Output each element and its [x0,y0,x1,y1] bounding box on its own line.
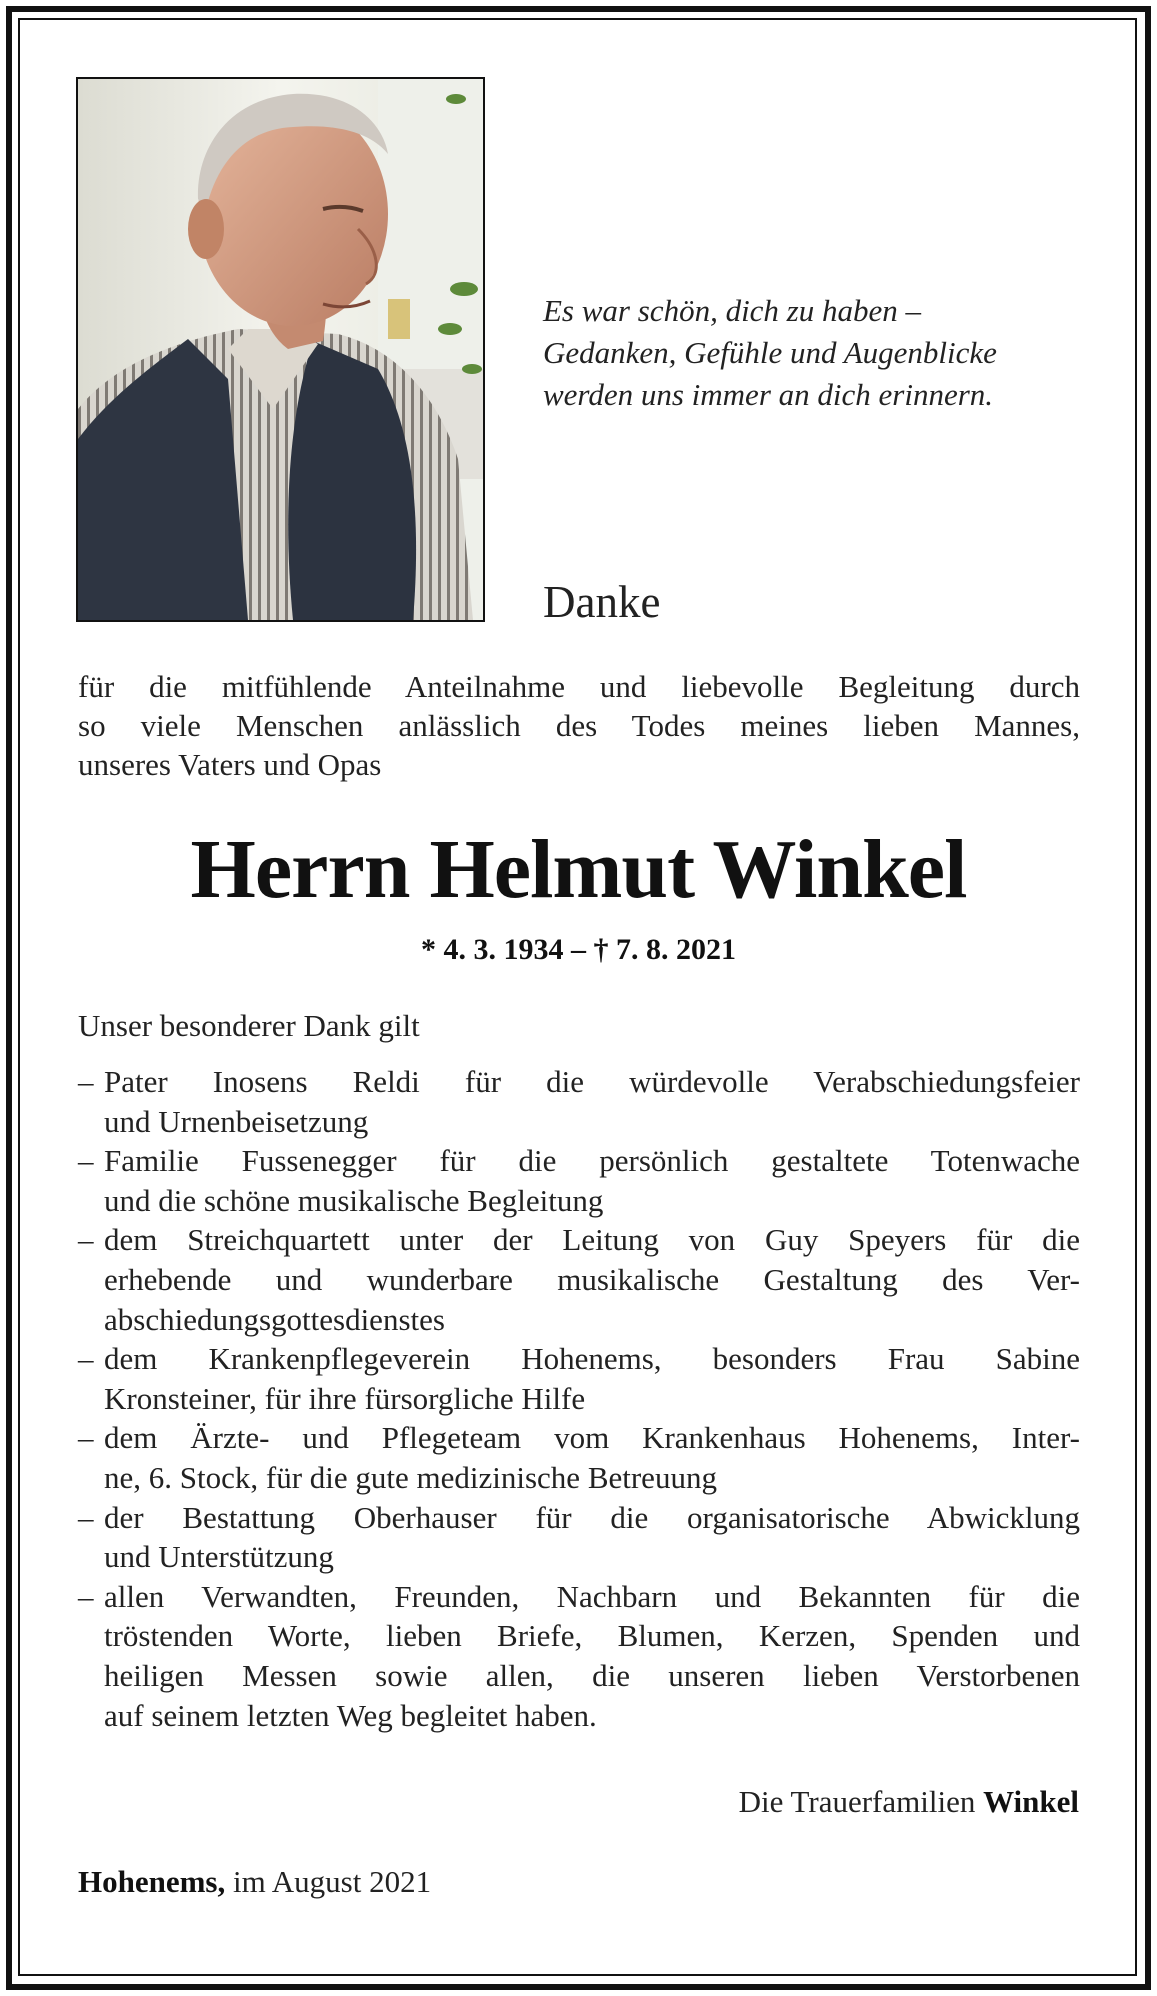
intro-text [78,667,1080,784]
portrait-photo-icon [78,79,483,620]
item-line: der Bestattung Oberhauser für die organisatorische Abwicklung [104,1499,1080,1535]
dash-bullet: – [78,1064,94,1099]
place-name: Hohenems, [78,1864,226,1899]
dash-bullet: – [78,1578,94,1614]
item-line: dem Streichquartett unter der Leitung von Guy Speyers für die [104,1222,1080,1258]
list-item [78,1498,1080,1577]
item-line: dem Ärzte- und Pflegeteam vom Krankenhaus Hohenems, Inter- [104,1420,1080,1456]
quote-line: Es war schön, dich zu haben – [543,293,922,328]
list-item [78,1062,1080,1141]
intro-line: unseres Vaters und Opas [78,747,382,782]
item-line: und Unterstützung [104,1539,334,1575]
intro-line: so viele Menschen anlässlich des Todes meines lieben Mannes, [78,708,1080,743]
dash-bullet: – [78,1341,94,1377]
quote [543,290,1103,416]
item-line: Kronsteiner, für ihre fürsorgliche Hilfe [104,1380,586,1416]
thanks-heading: Unser besonderer Dank gilt [78,1008,420,1043]
item-line: und Urnenbeisetzung [104,1103,369,1139]
item-line: Familie Fussenegger für die persönlich gestaltete Totenwache [104,1143,1080,1179]
list-item [78,1141,1080,1220]
item-line: und die schöne musikalische Begleitung [104,1182,604,1218]
life-dates: * 4. 3. 1934 – † 7. 8. 2021 [421,933,736,966]
item-line: Pater Inosens Reldi für die würdevolle Verabschiedungsfeier [104,1064,1080,1099]
item-line: auf seinem letzten Weg begleitet haben. [104,1697,597,1733]
place-date [78,1862,431,1902]
list-item [78,1577,1080,1735]
list-item [78,1220,1080,1339]
intro-line: für die mitfühlende Anteilnahme und liebevolle Begleitung durch [78,669,1080,704]
item-line: tröstenden Worte, lieben Briefe, Blumen, Kerzen, Spenden und [104,1618,1080,1654]
item-line: ne, 6. Stock, für die gute medizinische Betreuung [104,1459,717,1495]
item-line: heiligen Messen sowie allen, die unseren lieben Verstorbenen [104,1657,1080,1693]
quote-line: werden uns immer an dich erinnern. [543,377,994,412]
dash-bullet: – [78,1499,94,1535]
signature [739,1782,1079,1822]
danke-heading: Danke [543,577,661,627]
list-item [78,1339,1080,1418]
quote-line: Gedanken, Gefühle und Augenblicke [543,335,997,370]
dash-bullet: – [78,1143,94,1179]
portrait-photo [76,77,485,622]
list-item [78,1418,1080,1497]
item-line: abschiedungsgottesdienstes [104,1301,445,1337]
item-line: allen Verwandten, Freunden, Nachbarn und Bekannten für die [104,1578,1080,1614]
signature-prefix: Die Trauerfamilien [738,1784,976,1819]
item-line: erhebende und wunderbare musikalische Gestaltung des Ver- [104,1261,1080,1297]
thanks-list [78,1062,1080,1735]
dash-bullet: – [78,1222,94,1258]
signature-name: Winkel [983,1784,1079,1819]
dash-bullet: – [78,1420,94,1456]
date-text: im August 2021 [233,1864,432,1899]
deceased-name: Herrn Helmut Winkel [190,823,967,916]
item-line: dem Krankenpflegeverein Hohenems, besonders Frau Sabine [104,1341,1080,1377]
